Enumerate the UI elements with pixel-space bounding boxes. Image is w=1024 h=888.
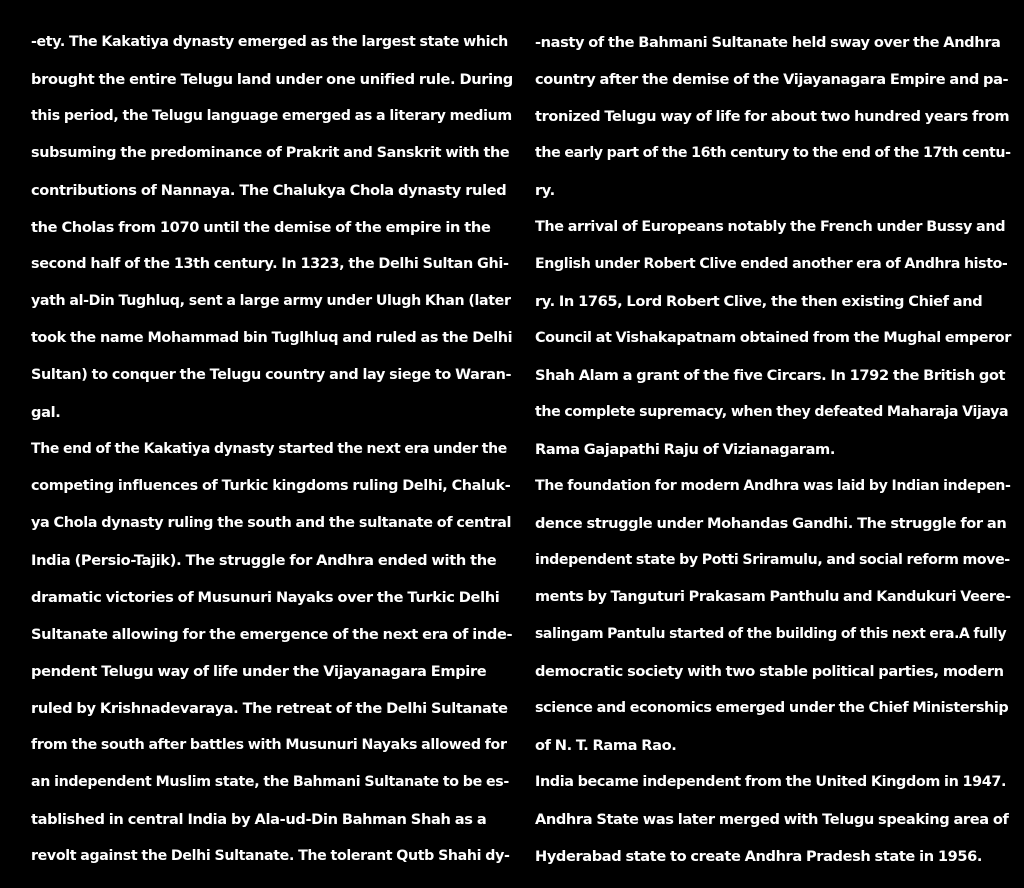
text-line: The foundation for modern Andhra was laid by Indian indepen- [535,478,1011,494]
text-line: India (Persio-Tajik). The struggle for Andhra ended with the [31,552,497,569]
text-line: India became independent from the United Kingdom in 1947. [535,774,1007,790]
text-line: tablished in central India by Ala-ud-Din Bahman Shah as a [31,811,487,828]
text-line: gal. [31,404,61,421]
text-line: salingam Pantulu started of the building of this next era.A fully [535,626,1007,642]
text-line: The end of the Kakatiya dynasty started the next era under the [31,441,507,457]
text-line: pendent Telugu way of life under the Vijayanagara Empire [31,663,487,680]
right-text-column [535,24,1011,875]
text-line: Sultan) to conquer the Telugu country and lay siege to Waran- [31,367,512,383]
text-line: Rama Gajapathi Raju of Vizianagaram. [535,441,835,458]
text-line: yath al-Din Tughluq, sent a large army under Ulugh Khan (later [31,293,511,309]
text-line: country after the demise of the Vijayanagara Empire and pa- [535,71,1009,88]
text-line: ry. In 1765, Lord Robert Clive, the then existing Chief and [535,293,983,310]
text-line: Hyderabad state to create Andhra Pradesh state in 1956. [535,848,983,865]
text-line: ry. [535,182,555,199]
text-line: second half of the 13th century. In 1323, the Delhi Sultan Ghi- [31,256,509,272]
text-line: an independent Muslim state, the Bahmani Sultanate to be es- [31,774,509,790]
text-line: The arrival of Europeans notably the French under Bussy and [535,219,1006,235]
text-line: science and economics emerged under the Chief Ministership [535,700,1009,716]
text-line: ya Chola dynasty ruling the south and the sultanate of central [31,515,512,531]
text-line: subsuming the predominance of Prakrit and Sanskrit with the [31,145,510,161]
text-line: from the south after battles with Musunuri Nayaks allowed for [31,737,507,753]
text-line: dence struggle under Mohandas Gandhi. The struggle for an [535,515,1007,532]
text-line: the Cholas from 1070 until the demise of the empire in the [31,219,491,236]
text-line: competing influences of Turkic kingdoms ruling Delhi, Chaluk- [31,478,511,494]
text-line: -nasty of the Bahmani Sultanate held sway over the Andhra [535,34,1001,51]
text-line: brought the entire Telugu land under one unified rule. During [31,71,513,88]
text-line: this period, the Telugu language emerged as a literary medium [31,108,512,124]
text-line: ments by Tanguturi Prakasam Panthulu and Kandukuri Veere- [535,589,1011,605]
text-line: democratic society with two stable political parties, modern [535,663,1004,680]
text-line: independent state by Potti Sriramulu, and social reform move- [535,552,1010,568]
text-line: English under Robert Clive ended another era of Andhra histo- [535,256,1008,272]
text-line: tronized Telugu way of life for about two hundred years from [535,108,1010,125]
text-line: revolt against the Delhi Sultanate. The tolerant Qutb Shahi dy- [31,848,510,864]
text-line: of N. T. Rama Rao. [535,737,677,754]
text-line: the early part of the 16th century to the end of the 17th centu- [535,145,1011,161]
text-line: took the name Mohammad bin Tuglhluq and ruled as the Delhi [31,330,513,346]
text-line: the complete supremacy, when they defeated Maharaja Vijaya [535,404,1009,420]
text-line: Andhra State was later merged with Telugu speaking area of [535,811,1009,828]
text-line: contributions of Nannaya. The Chalukya Chola dynasty ruled [31,182,507,199]
left-text-column [31,24,513,875]
text-line: Sultanate allowing for the emergence of the next era of inde- [31,626,513,643]
text-line: Shah Alam a grant of the five Circars. In 1792 the British got [535,367,1006,384]
text-line: -ety. The Kakatiya dynasty emerged as the largest state which [31,34,508,50]
text-line: dramatic victories of Musunuri Nayaks over the Turkic Delhi [31,589,500,606]
text-line: ruled by Krishnadevaraya. The retreat of the Delhi Sultanate [31,700,508,717]
text-line: Council at Vishakapatnam obtained from the Mughal emperor [535,330,1011,346]
